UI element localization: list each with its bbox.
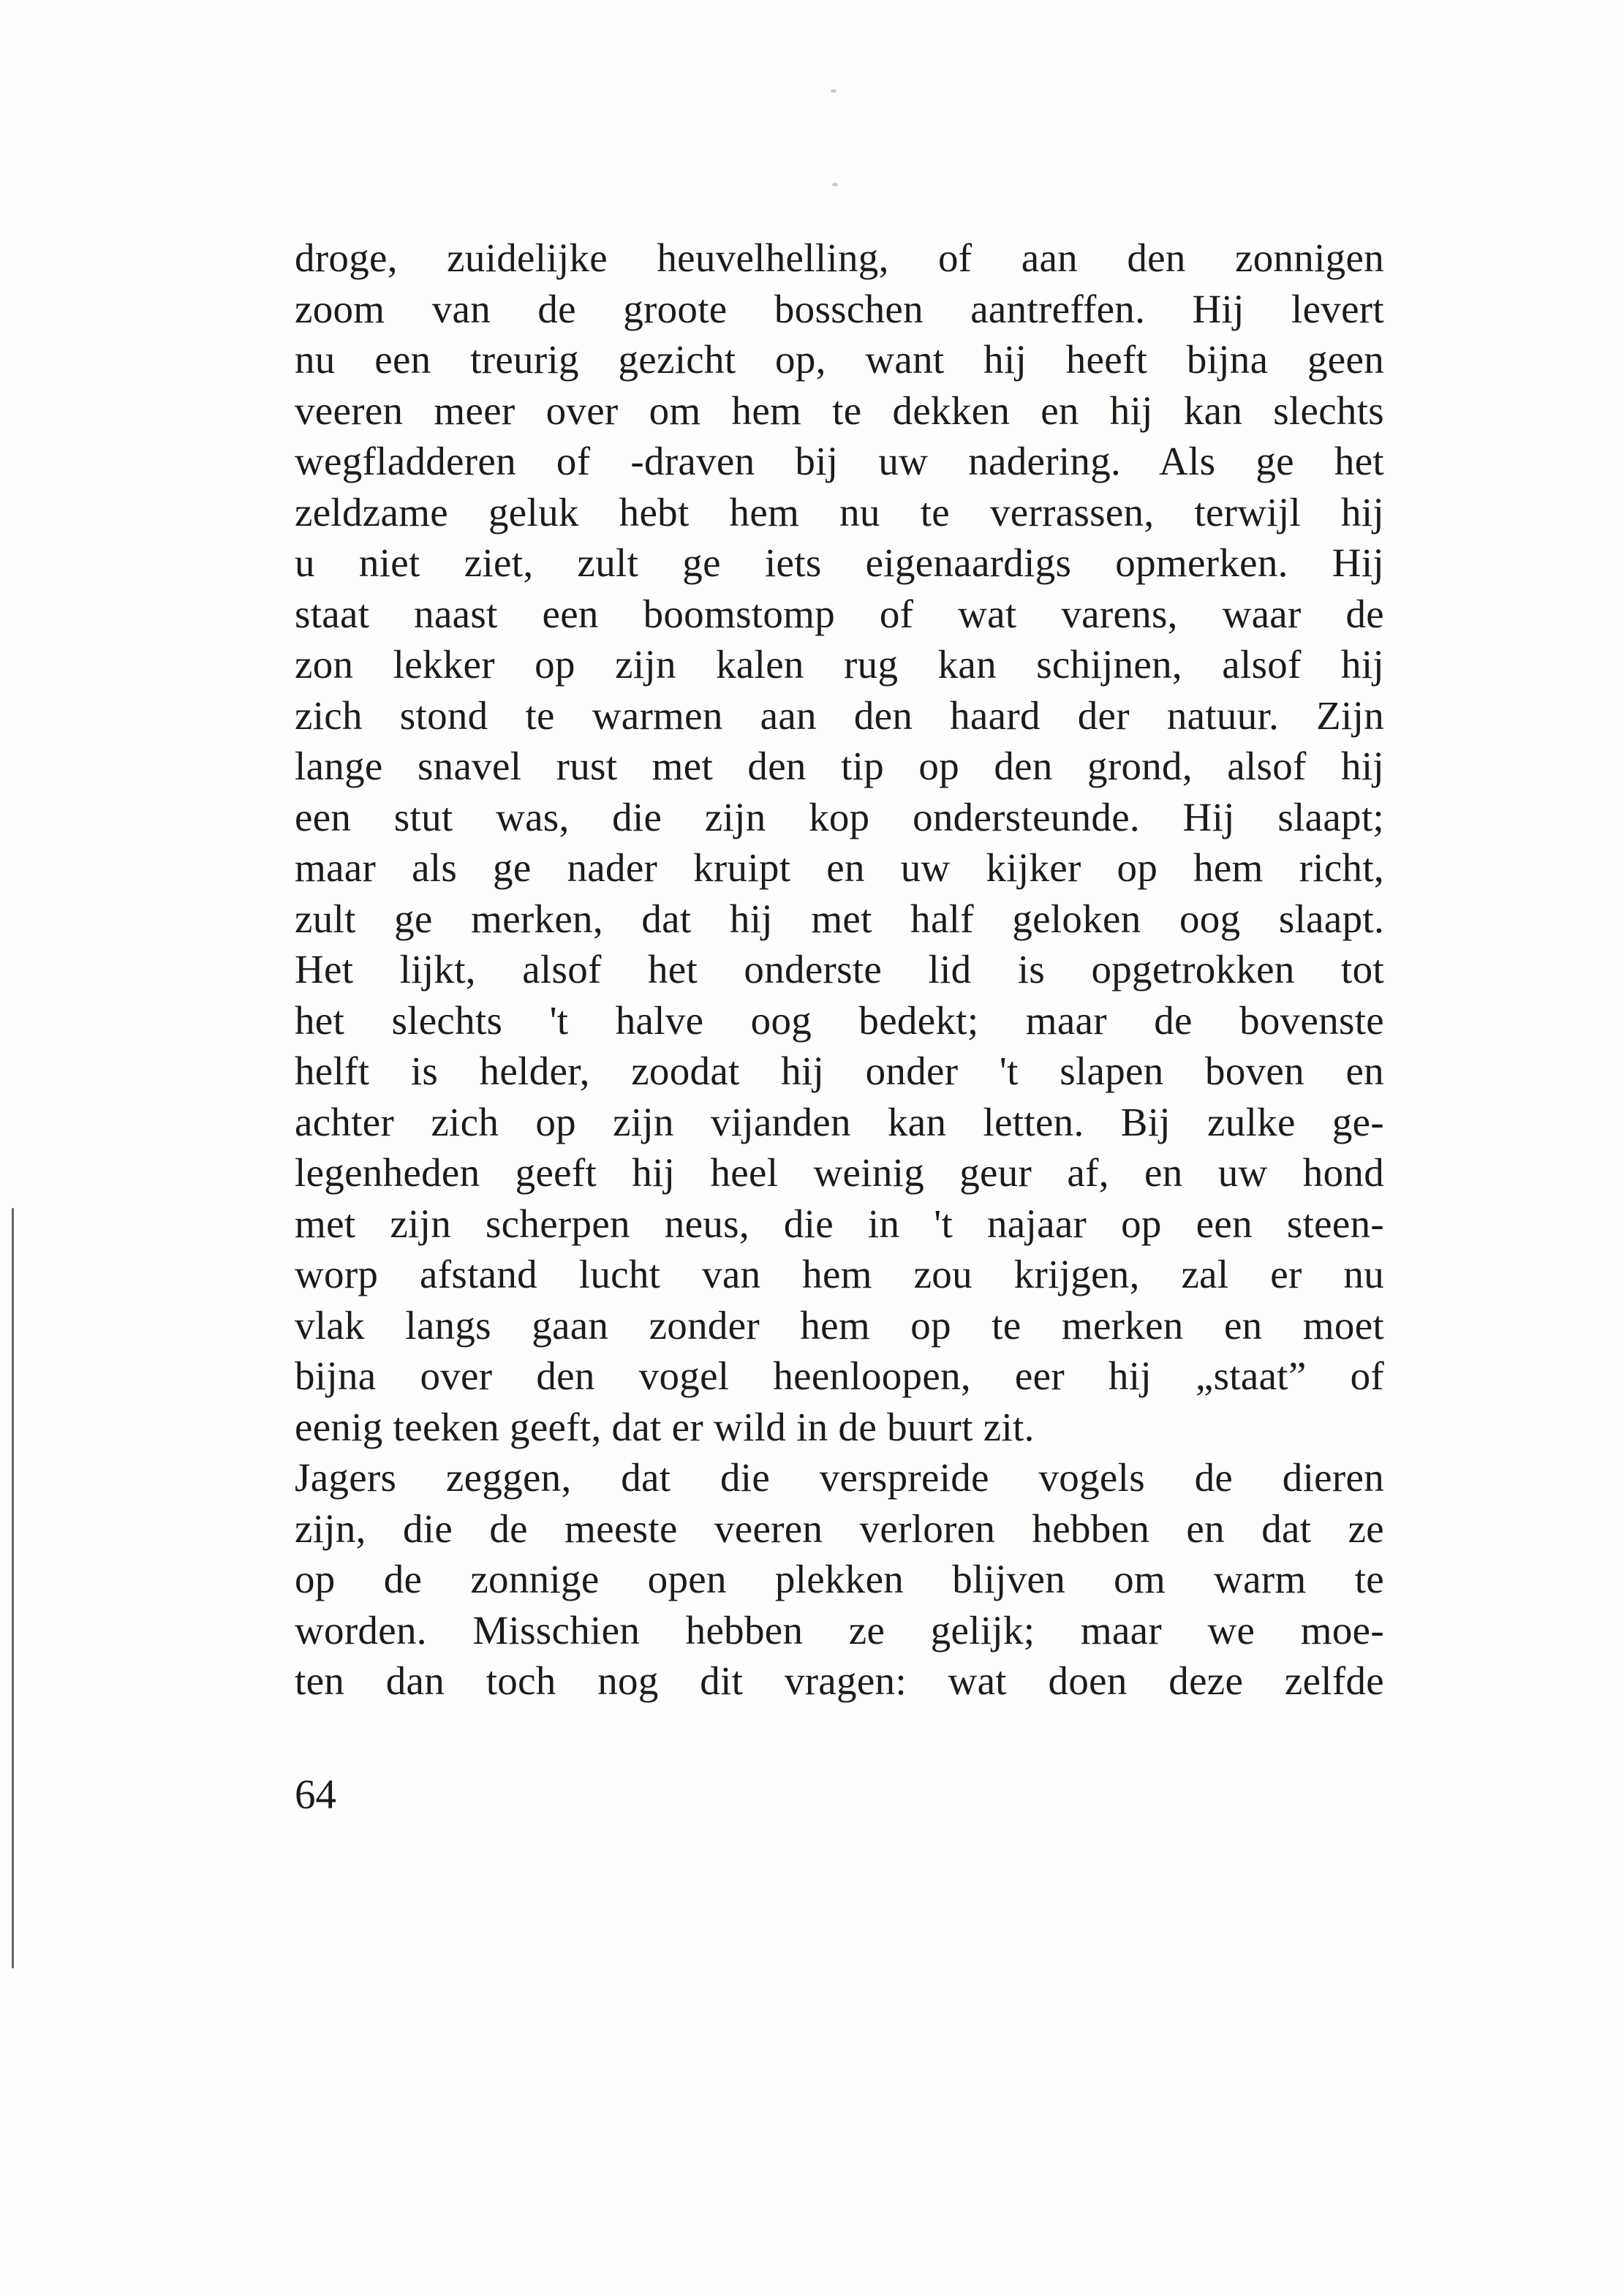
page-number: 64 [295, 1772, 336, 1818]
text-line: achter zich op zijn vijanden kan letten. Bij zulke ge- [295, 1099, 1384, 1144]
text-line: met zijn scherpen neus, die in 't najaar op een steen- [295, 1201, 1384, 1246]
text-line: worden. Misschien hebben ze gelijk; maar we moe- [295, 1607, 1384, 1653]
scan-artifact-line [12, 1208, 14, 1968]
text-line: lange snavel rust met den tip op den grond, alsof hij [295, 744, 1384, 788]
text-line: worp afstand lucht van hem zou krijgen, zal er nu [295, 1252, 1384, 1296]
text-line: droge, zuidelijke heuvelhelling, of aan den zonnigen [295, 235, 1384, 280]
text-line: ten dan toch nog dit vragen: wat doen deze zelfde [295, 1658, 1384, 1703]
text-line: wegfladderen of -draven bij uw nadering. Als ge het [295, 439, 1384, 483]
text-line: u niet ziet, zult ge iets eigenaardigs opmerken. Hij [295, 540, 1384, 585]
scan-speck [832, 183, 838, 186]
text-line: Het lijkt, alsof het onderste lid is opgetrokken tot [295, 947, 1384, 992]
text-line: maar als ge nader kruipt en uw kijker op hem richt, [295, 845, 1384, 890]
text-line: legenheden geeft hij heel weinig geur af, en uw hond [295, 1150, 1384, 1195]
text-line: op de zonnige open plekken blijven om warm te [295, 1557, 1384, 1601]
text-line: een stut was, die zijn kop ondersteunde. Hij slaapt; [295, 794, 1384, 839]
text-line: zon lekker op zijn kalen rug kan schijnen, alsof hij [295, 642, 1384, 687]
text-line: vlak langs gaan zonder hem op te merken en moet [295, 1302, 1384, 1348]
text-line: het slechts 't halve oog bedekt; maar de bovenste [295, 997, 1384, 1043]
text-line: zult ge merken, dat hij met half geloken oog slaapt. [295, 896, 1384, 941]
text-line: zijn, die de meeste veeren verloren hebben en dat ze [295, 1506, 1384, 1551]
scan-speck [831, 89, 836, 93]
text-line: veeren meer over om hem te dekken en hij kan slechts [295, 388, 1384, 433]
text-line-paragraph-end: eenig teeken geeft, dat er wild in de buurt zit. [295, 1404, 1035, 1449]
text-line: zeldzame geluk hebt hem nu te verrassen, terwijl hij [295, 489, 1384, 535]
text-line: bijna over den vogel heenloopen, eer hij „staat” of [295, 1353, 1384, 1398]
text-line: nu een treurig gezicht op, want hij heeft bijna geen [295, 337, 1384, 382]
text-line: zich stond te warmen aan den haard der natuur. Zijn [295, 692, 1384, 738]
text-line: zoom van de groote bosschen aantreffen. Hij levert [295, 286, 1384, 331]
text-line: helft is helder, zoodat hij onder 't slapen boven en [295, 1049, 1384, 1093]
page-text [295, 233, 1384, 1707]
text-line: Jagers zeggen, dat die verspreide vogels de dieren [295, 1455, 1384, 1500]
text-line: staat naast een boomstomp of wat varens, waar de [295, 591, 1384, 636]
